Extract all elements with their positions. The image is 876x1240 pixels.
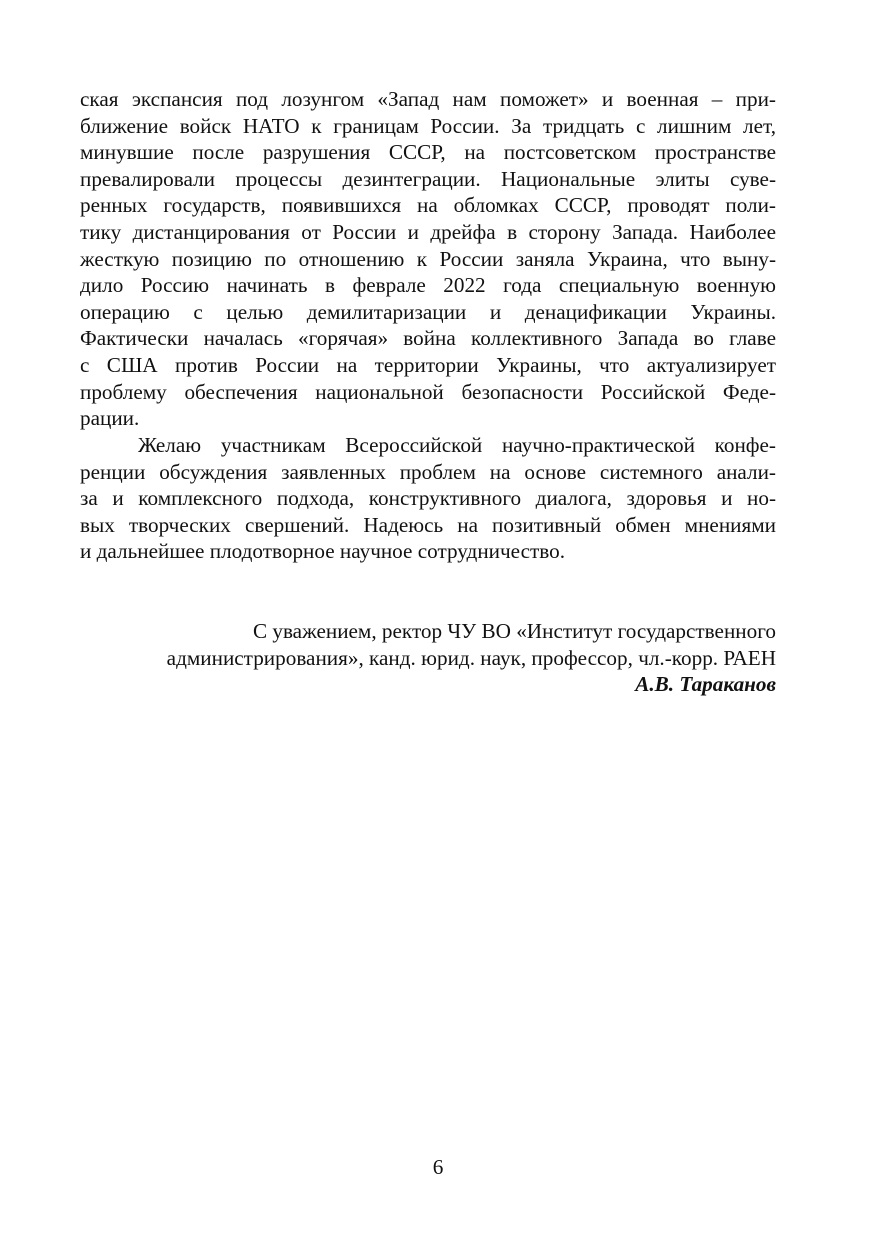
text-line: ская экспансия под лозунгом «Запад нам поможет» и военная – при- (80, 87, 776, 111)
body-paragraph-1 (80, 86, 776, 432)
text-line: превалировали процессы дезинтеграции. Национальные элиты суве- (80, 166, 776, 191)
text-line: ренции обсуждения заявленных проблем на основе системного анали- (80, 459, 776, 484)
signature-title-line: С уважением, ректор ЧУ ВО «Институт государственного (252, 619, 776, 643)
text-line: и дальнейшее плодотворное научное сотрудничество. (80, 539, 566, 564)
text-line: Желаю участникам Всероссийской научно-практической конфе- (138, 433, 776, 457)
text-line: ренных государств, появившихся на обломках СССР, проводят поли- (80, 193, 776, 218)
text-line: вых творческих свершений. Надеюсь на позитивный обмен мнениями (80, 512, 776, 537)
text-line: дило Россию начинать в феврале 2022 года специальную военную (80, 273, 776, 298)
text-line: минувшие после разрушения СССР, на постсоветском пространстве (80, 140, 776, 165)
signature-name: А.В. Тараканов (635, 672, 776, 697)
text-line: Фактически началась «горячая» война коллективного Запада во главе (80, 326, 776, 351)
signature-block (76, 618, 776, 698)
text-line: рации. (80, 406, 140, 431)
body-paragraph-2 (80, 432, 776, 565)
text-line: за и комплексного подхода, конструктивного диалога, здоровья и но- (80, 486, 776, 511)
text-line: проблему обеспечения национальной безопасности Российской Феде- (80, 379, 776, 404)
text-line: с США против России на территории Украины, что актуализирует (80, 352, 776, 377)
text-line: операцию с целью демилитаризации и денацификации Украины. (80, 299, 776, 324)
text-line: тику дистанцирования от России и дрейфа в сторону Запада. Наиболее (80, 219, 776, 244)
text-line: жесткую позицию по отношению к России заняла Украина, что выну- (80, 246, 776, 271)
text-line: ближение войск НАТО к границам России. За тридцать с лишним лет, (80, 113, 776, 138)
page-number: 6 (432, 1155, 444, 1179)
signature-credentials-line: администрирования», канд. юрид. наук, профессор, чл.-корр. РАЕН (166, 645, 776, 670)
